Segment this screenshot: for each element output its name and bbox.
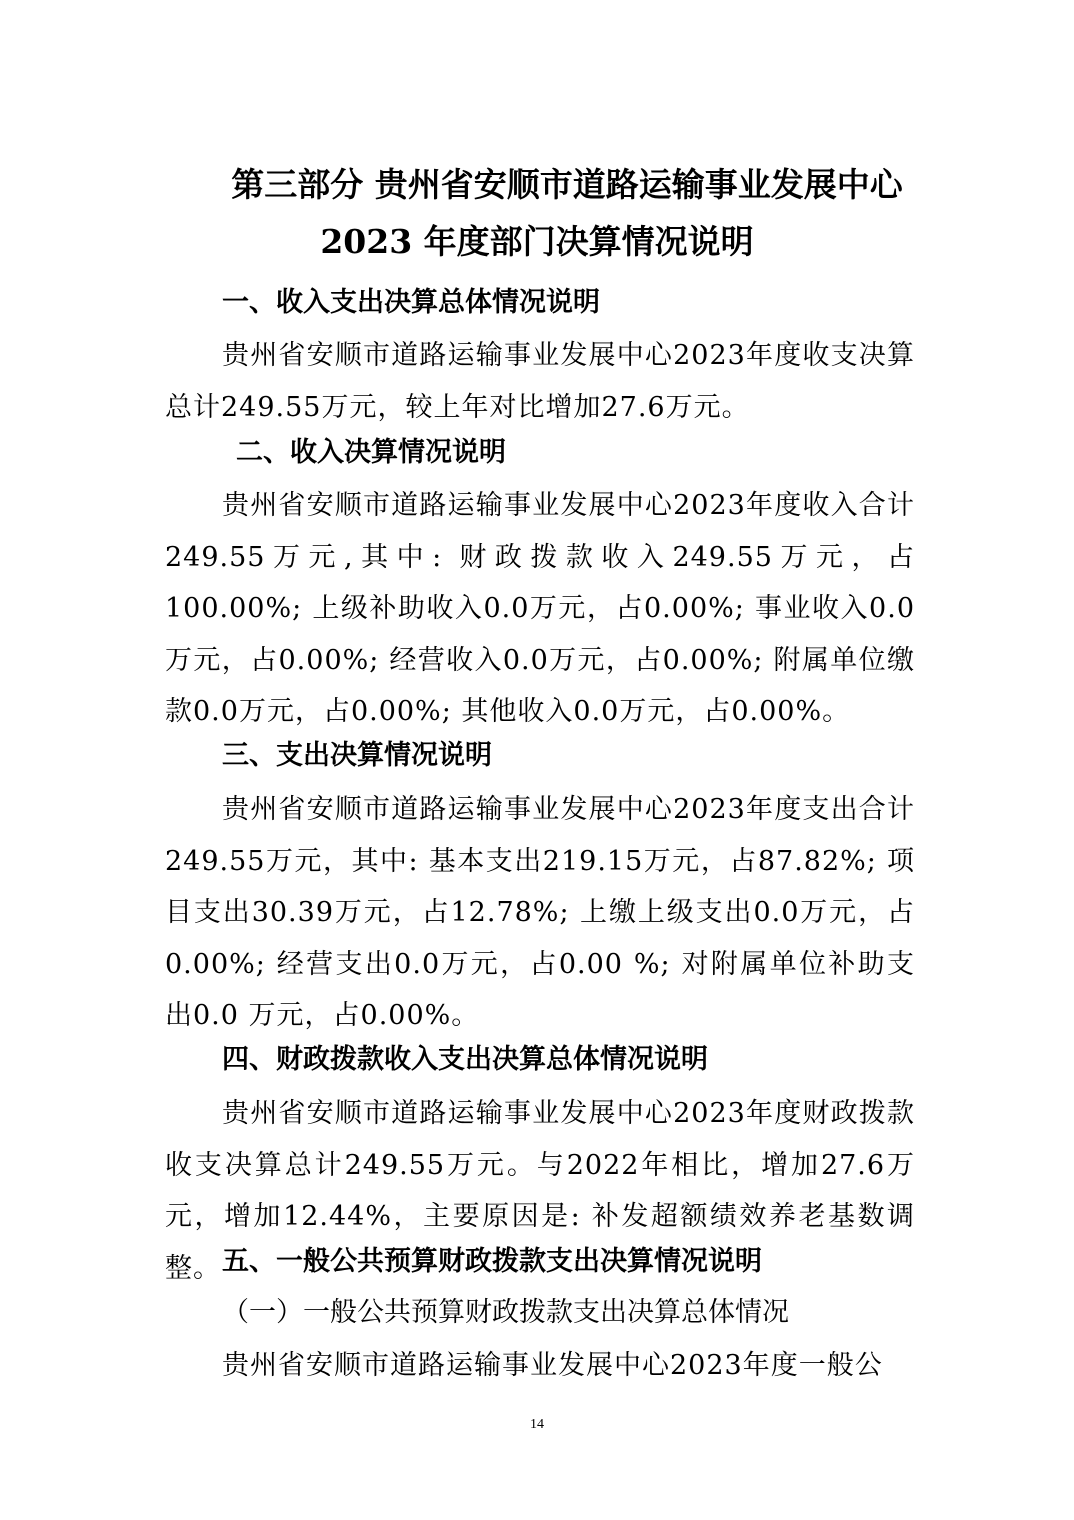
document-title-line1: 第三部分 贵州省安顺市道路运输事业发展中心	[231, 165, 903, 204]
document-title-line2: 2023 年度部门决算情况说明	[320, 222, 754, 261]
section-heading-4: 四、财政拨款收入支出决算总体情况说明	[222, 1044, 708, 1075]
section-paragraph-3: 贵州省安顺市道路运输事业发展中心2023年度支出合计249.55万元，其中: 基本支出219.15万元，占87.82%; 项目支出30.39万元，占12.78%; 上缴上级支出0.0万元，占0.00%; 经营支出0.0万元，占0.00 %; 对附属单位补助支出0.0 万元，占0.00%。	[165, 794, 915, 1031]
section-heading-3: 三、支出决算情况说明	[222, 740, 492, 771]
section-paragraph-1: 贵州省安顺市道路运输事业发展中心2023年度收支决算总计249.55万元，较上年对比增加27.6万元。	[165, 340, 915, 423]
section-heading-5: 五、一般公共预算财政拨款支出决算情况说明	[222, 1246, 762, 1277]
section-subheading-5-1: （一）一般公共预算财政拨款支出决算总体情况	[222, 1297, 789, 1328]
page-number: 14	[530, 1417, 544, 1432]
section-paragraph-5: 贵州省安顺市道路运输事业发展中心2023年度一般公	[222, 1350, 883, 1381]
section-heading-1: 一、收入支出决算总体情况说明	[222, 287, 600, 318]
section-heading-2: 二、收入决算情况说明	[236, 437, 506, 468]
section-paragraph-4: 贵州省安顺市道路运输事业发展中心2023年度财政拨款收支决算总计249.55万元。与2022年相比，增加27.6万元，增加12.44%，主要原因是: 补发超额绩效养老基数调整。	[165, 1098, 915, 1284]
section-paragraph-2: 贵州省安顺市道路运输事业发展中心2023年度收入合计249.55万元,其中: 财政拨款收入249.55万元，占100.00%; 上级补助收入0.0万元，占0.00%; 事业收入0.0万元，占0.00%; 经营收入0.0万元，占0.00%; 附属单位缴款0.0万元，占0.00%; 其他收入0.0万元，占0.00%。	[165, 490, 915, 727]
